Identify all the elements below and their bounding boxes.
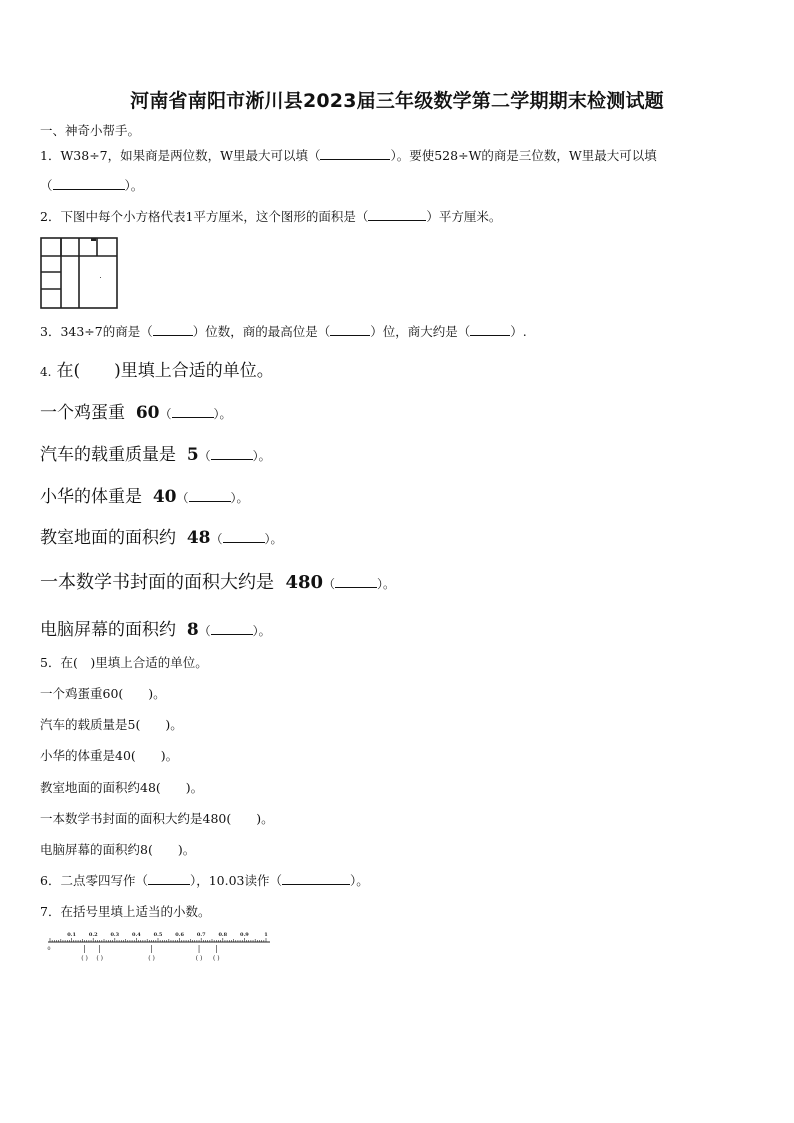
q4-item-label: 汽车的载重质量是 [40, 445, 176, 465]
number-line-answer-bracket: ( ) [148, 955, 155, 962]
q1-text-c: （ [40, 178, 53, 193]
q1-text-b: ）。要使528÷W的商是三位数，W里最大可以填 [390, 148, 657, 163]
q6-text-b: ），10.03读作（ [189, 873, 283, 888]
q4-item-label: 电脑屏幕的面积约 [40, 620, 176, 640]
q4-item-value: 40 [152, 487, 177, 507]
question-4-prompt [40, 356, 274, 381]
q4-prompt-text: 在( )里填上合适的单位。 [56, 361, 274, 381]
answer-blank[interactable] [153, 323, 193, 336]
q3-text-d: ）. [510, 324, 527, 339]
number-line [44, 928, 274, 964]
q5-item: 小华的体重是40( )。 [40, 748, 179, 763]
number-line-answer-bracket: ( ) [96, 955, 103, 962]
q4-item-open: （ [198, 624, 211, 638]
number-line-label: 0.4 [132, 932, 141, 938]
q4-item-close: ）。 [252, 449, 271, 463]
number-line-answer-bracket: ( ) [81, 955, 88, 962]
number-line-label: 0.9 [240, 932, 249, 938]
q4-item [40, 482, 249, 507]
answer-blank[interactable] [320, 147, 390, 160]
number-line-label: 0.3 [110, 932, 120, 938]
number-line-label: 0.2 [88, 932, 98, 938]
q4-number: 4. [40, 365, 52, 379]
q4-item-close: ）。 [230, 491, 249, 505]
number-line-label: 0.1 [67, 932, 76, 938]
q5-item: 汽车的载质量是5( )。 [40, 717, 183, 732]
answer-blank[interactable] [470, 323, 510, 336]
q4-item-value: 60 [135, 403, 160, 423]
question-6 [40, 871, 369, 889]
q4-item-open: （ [159, 407, 172, 421]
number-line-answer-bracket: ( ) [213, 955, 220, 962]
number-line-label: 0.6 [175, 932, 184, 938]
q2-text-b: ）平方厘米。 [426, 209, 502, 224]
section-heading: 一、神奇小帮手。 [40, 123, 141, 138]
q4-item [40, 523, 283, 548]
q5-item: 教室地面的面积约48( )。 [40, 780, 204, 795]
answer-blank[interactable] [189, 489, 231, 502]
answer-blank[interactable] [172, 405, 214, 418]
q4-item-value: 480 [285, 572, 324, 593]
q4-item-open: （ [198, 449, 211, 463]
q4-item-label: 小华的体重是 [40, 487, 142, 507]
q4-item-label: 一本数学书封面的面积大约是 [40, 572, 274, 593]
q4-item-open: （ [323, 577, 336, 591]
question-1-line-2 [40, 176, 143, 194]
q5-item: 一本数学书封面的面积大约是480( )。 [40, 811, 274, 826]
q5-item: 一个鸡蛋重60( )。 [40, 686, 166, 701]
number-line-answer-bracket: ( ) [195, 955, 203, 962]
question-3 [40, 322, 527, 340]
q4-item-value: 48 [186, 528, 211, 548]
q4-item [40, 568, 395, 594]
answer-blank[interactable] [282, 872, 350, 885]
q4-item-close: ）。 [377, 577, 396, 591]
question-7-prompt: 7．在括号里填上适当的小数。 [40, 904, 211, 919]
number-line-label: 1 [264, 932, 268, 938]
number-line-label: 0.7 [196, 932, 206, 938]
q4-item-close: ）。 [264, 532, 283, 546]
answer-blank[interactable] [368, 208, 426, 221]
page-title: 河南省南阳市淅川县2023届三年级数学第二学期期末检测试题 [130, 90, 664, 112]
q4-item-close: ）。 [252, 624, 271, 638]
q1-text-d: ）。 [124, 178, 144, 193]
q6-text-a: 6．二点零四写作（ [40, 873, 148, 888]
answer-blank[interactable] [53, 177, 125, 190]
number-line-zero: 0 [47, 946, 51, 952]
answer-blank[interactable] [211, 622, 253, 635]
q4-item-close: ）。 [213, 407, 232, 421]
q3-text-a: 3．343÷7的商是（ [40, 324, 153, 339]
number-line-label: 0.5 [153, 932, 163, 938]
answer-blank[interactable] [330, 323, 370, 336]
q1-text-a: 1．W38÷7，如果商是两位数，W里最大可以填（ [40, 148, 321, 163]
q4-item [40, 398, 232, 423]
q2-text-a: 2．下图中每个小方格代表1平方厘米，这个图形的面积是（ [40, 209, 369, 224]
q4-item [40, 615, 271, 640]
q4-item-value: 5 [186, 445, 199, 465]
answer-blank[interactable] [223, 530, 265, 543]
q4-item-label: 教室地面的面积约 [40, 528, 176, 548]
q4-item-open: （ [210, 532, 223, 546]
answer-blank[interactable] [148, 872, 190, 885]
q3-text-c: ）位，商大约是（ [370, 324, 471, 339]
question-5-prompt: 5．在( )里填上合适的单位。 [40, 655, 208, 670]
question-2 [40, 207, 501, 225]
q4-item-label: 一个鸡蛋重 [40, 403, 125, 423]
number-line-label: 0.8 [218, 932, 228, 938]
answer-blank[interactable] [335, 575, 377, 588]
area-grid-figure [40, 237, 118, 309]
question-1-line-1 [40, 146, 657, 164]
q6-text-c: ）。 [350, 873, 369, 888]
answer-blank[interactable] [211, 447, 253, 460]
q3-text-b: ）位数，商的最高位是（ [192, 324, 331, 339]
q4-item-value: 8 [186, 620, 199, 640]
q5-item: 电脑屏幕的面积约8( )。 [40, 842, 196, 857]
q4-item-open: （ [176, 491, 189, 505]
q4-item [40, 440, 271, 465]
